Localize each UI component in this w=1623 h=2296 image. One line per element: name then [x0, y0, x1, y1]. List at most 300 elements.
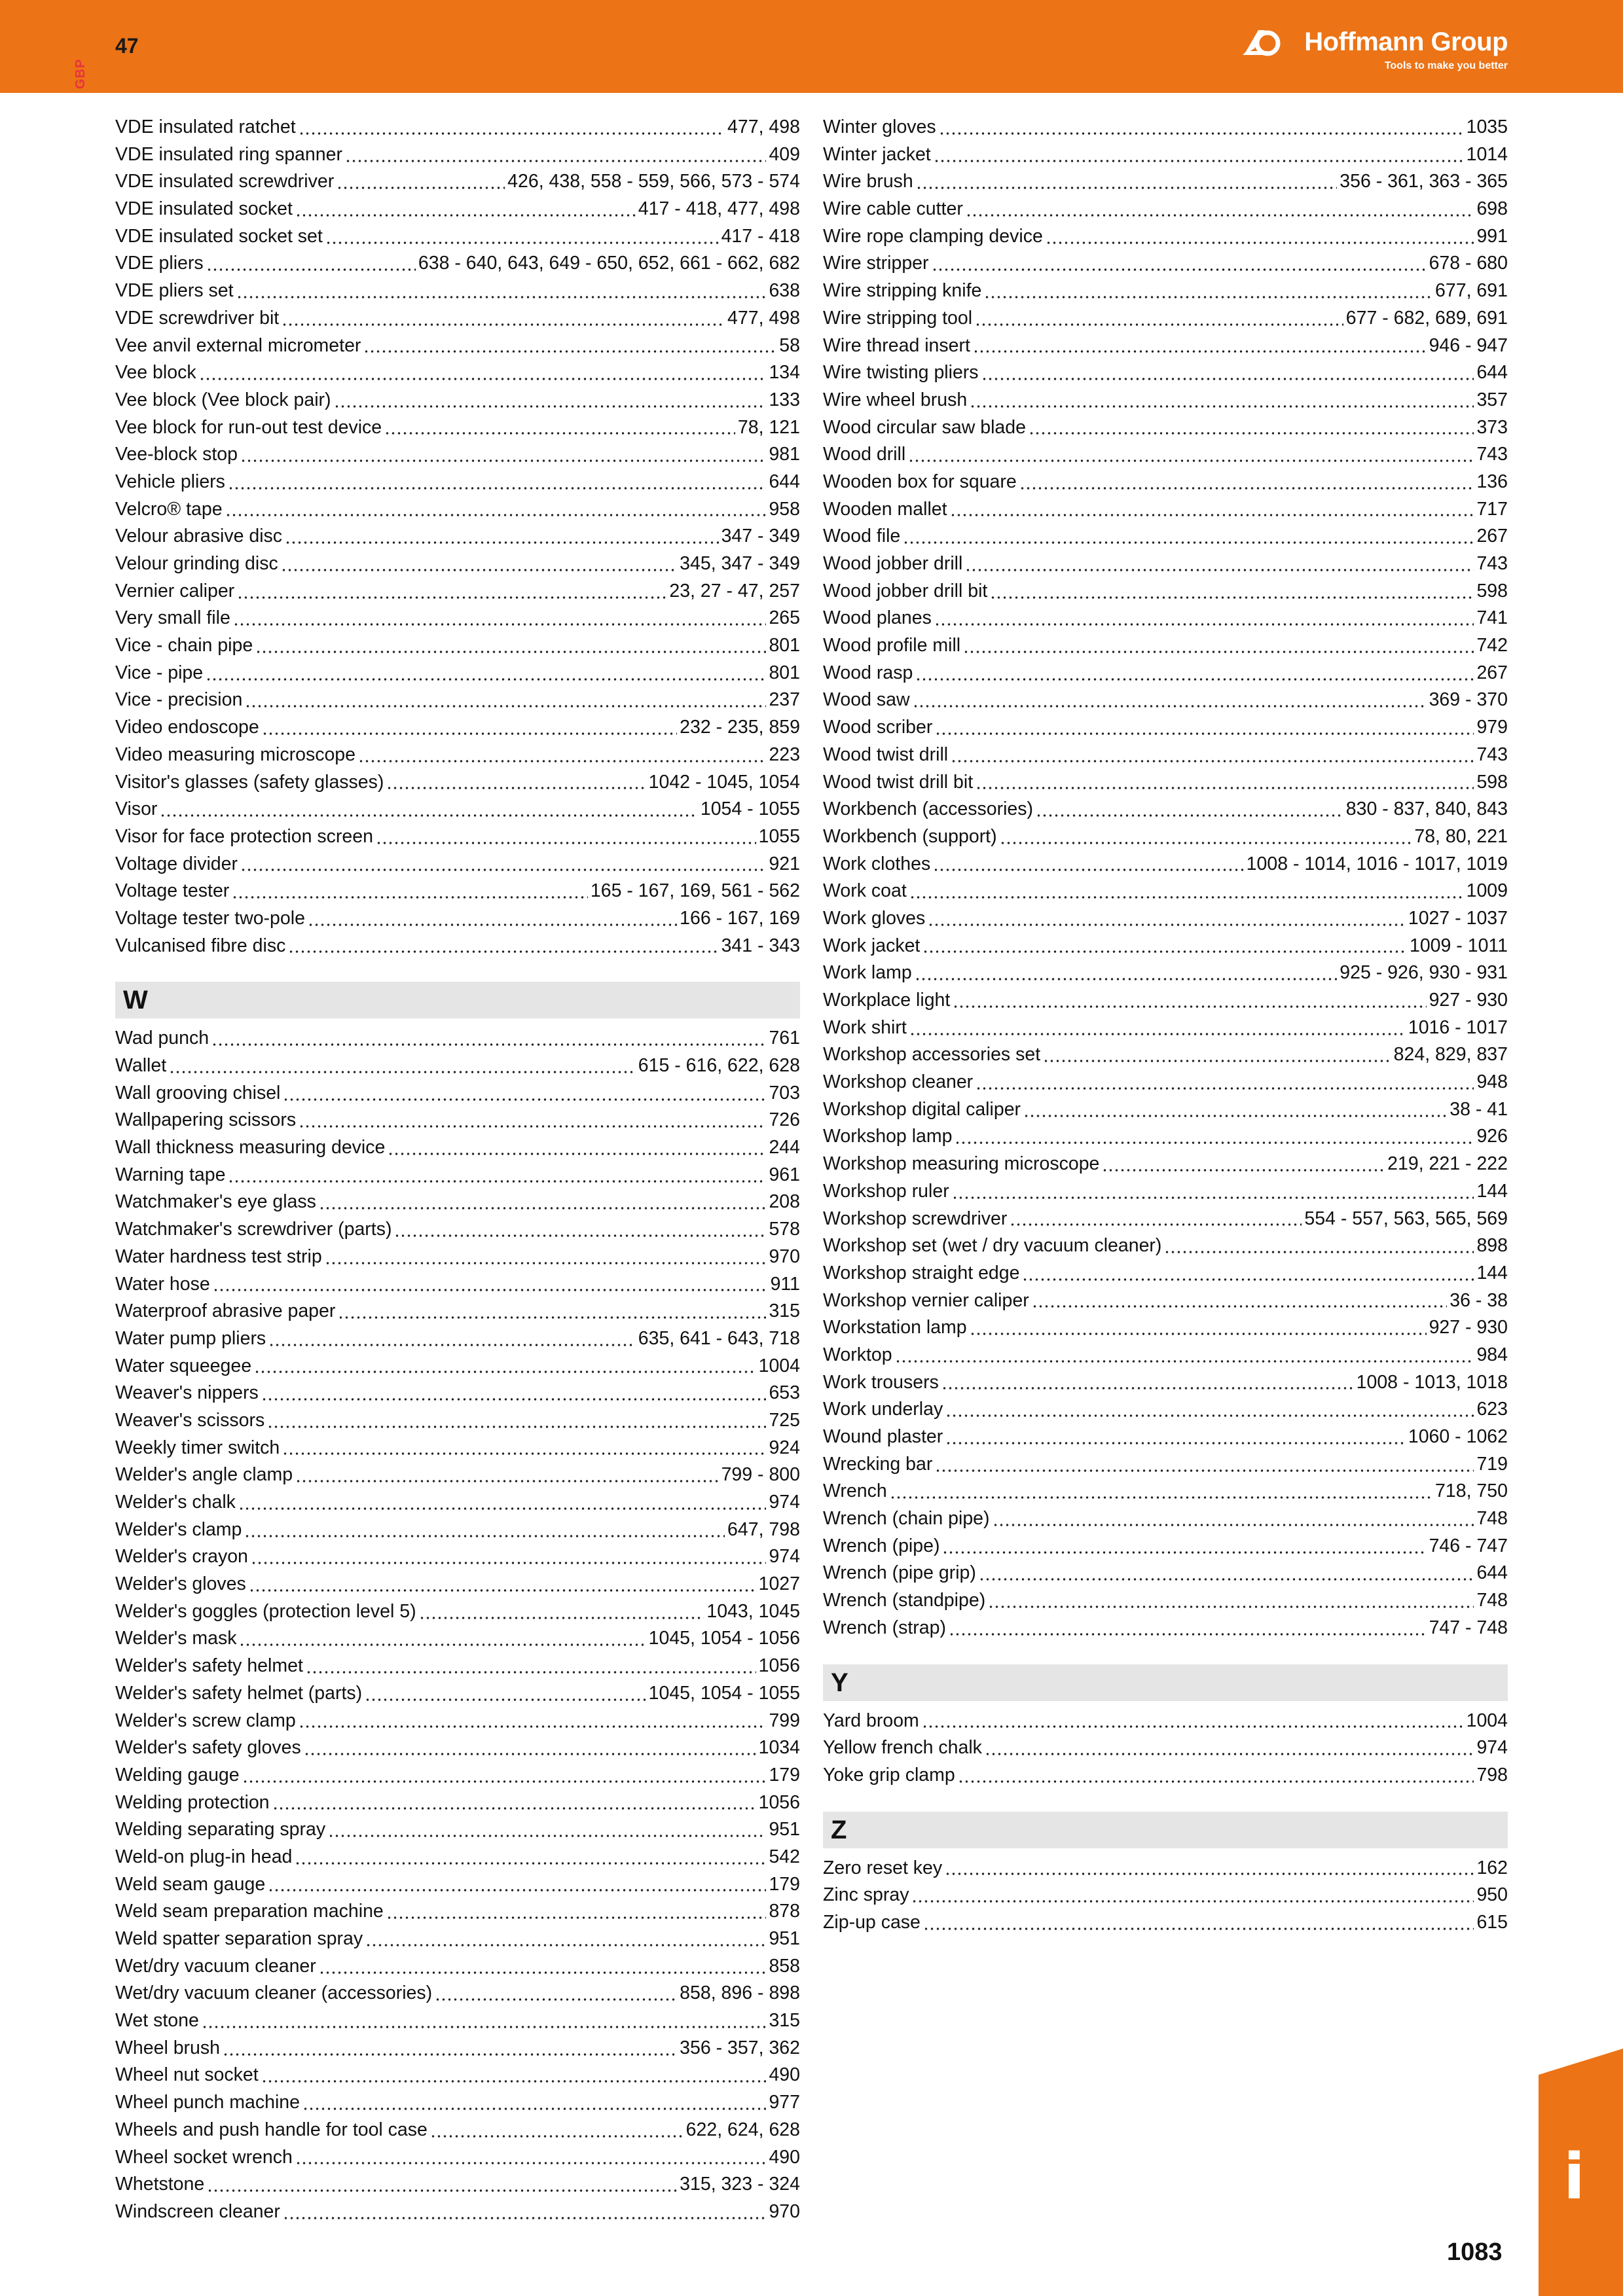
- index-pages: 677, 691: [1435, 280, 1508, 302]
- index-pages: 926: [1476, 1126, 1508, 1147]
- index-entry: [823, 1533, 1508, 1560]
- index-entry: [115, 1789, 800, 1817]
- index-term: VDE screwdriver bit: [115, 307, 280, 329]
- index-entry: [115, 1926, 800, 1953]
- dot-leader: [299, 1722, 767, 1729]
- index-term: Wooden box for square: [823, 471, 1017, 492]
- index-entry: [115, 441, 800, 469]
- dot-leader: [325, 1259, 767, 1265]
- index-entry: [115, 632, 800, 660]
- index-pages: 38 - 41: [1450, 1098, 1508, 1120]
- index-entry: [823, 605, 1508, 632]
- index-term: Wire stripper: [823, 253, 929, 274]
- index-term: Wrecking bar: [823, 1453, 933, 1475]
- index-term: Work underlay: [823, 1399, 943, 1420]
- dot-leader: [338, 1313, 766, 1319]
- index-term: Weld-on plug-in head: [115, 1846, 293, 1867]
- dot-leader: [295, 1859, 766, 1865]
- dot-leader: [384, 429, 735, 435]
- dot-leader: [328, 1831, 766, 1838]
- index-pages: 542: [769, 1846, 800, 1867]
- index-pages: 1045, 1054 - 1056: [648, 1628, 800, 1649]
- index-pages: 1008 - 1013, 1018: [1356, 1371, 1508, 1393]
- dot-leader: [228, 484, 767, 490]
- index-term: Workshop screwdriver: [823, 1208, 1008, 1229]
- index-pages: 748: [1476, 1508, 1508, 1530]
- index-term: Vernier caliper: [115, 580, 235, 601]
- index-pages: 958: [769, 498, 800, 520]
- index-entry: [823, 1041, 1508, 1069]
- dot-leader: [206, 265, 416, 272]
- index-pages: 974: [769, 1546, 800, 1568]
- index-entry: [823, 1855, 1508, 1882]
- index-pages: 315: [769, 2010, 800, 2032]
- dot-leader: [890, 1493, 1432, 1499]
- index-entry: [115, 1325, 800, 1353]
- index-term: Wrench (standpipe): [823, 1590, 986, 1611]
- index-entry: [115, 1134, 800, 1162]
- dot-leader: [970, 1329, 1427, 1336]
- letter-heading-w: W: [115, 982, 800, 1018]
- index-term: Vee block (Vee block pair): [115, 389, 331, 410]
- index-entry: [115, 550, 800, 578]
- index-pages: 58: [779, 334, 800, 356]
- index-term: Wet stone: [115, 2010, 199, 2032]
- index-pages: 244: [769, 1137, 800, 1158]
- dot-leader: [251, 1558, 767, 1565]
- dot-leader: [206, 675, 766, 681]
- index-pages: 927 - 930: [1429, 1317, 1508, 1338]
- index-term: Vee block for run-out test device: [115, 416, 382, 438]
- dot-leader: [945, 1411, 1474, 1418]
- brand-name: Hoffmann Group: [1304, 27, 1508, 56]
- index-pages: 477, 498: [727, 117, 800, 137]
- index-term: Water pump pliers: [115, 1327, 266, 1349]
- index-pages: 703: [769, 1082, 800, 1103]
- index-entry: [115, 1162, 800, 1189]
- index-entry: [823, 469, 1508, 496]
- dot-leader: [951, 757, 1474, 763]
- dot-leader: [970, 402, 1474, 408]
- index-entry: [115, 1107, 800, 1134]
- index-pages: 653: [769, 1382, 800, 1404]
- dot-leader: [211, 1040, 766, 1047]
- dot-leader: [916, 183, 1338, 190]
- index-pages: 799 - 800: [721, 1464, 800, 1486]
- dot-leader: [915, 975, 1338, 981]
- index-term: Workshop cleaner: [823, 1071, 974, 1093]
- index-entry: [115, 1380, 800, 1407]
- dot-leader: [254, 1367, 756, 1374]
- index-pages: 356 - 357, 362: [680, 2037, 800, 2058]
- dot-leader: [985, 1749, 1474, 1756]
- index-entry: [823, 687, 1508, 714]
- dot-leader: [228, 1177, 766, 1183]
- index-entry: [823, 823, 1508, 851]
- index-pages: 347 - 349: [721, 526, 800, 547]
- dot-leader: [1023, 1111, 1447, 1118]
- index-pages: 644: [769, 471, 800, 492]
- index-term: Vice - chain pipe: [115, 635, 253, 656]
- index-pages: 1008 - 1014, 1016 - 1017, 1019: [1246, 853, 1508, 874]
- index-entry: [115, 1571, 800, 1598]
- index-pages: 179: [769, 1873, 800, 1895]
- index-term: Wood file: [823, 526, 901, 547]
- index-term: Velour grinding disc: [115, 553, 278, 574]
- info-icon: i: [1563, 2140, 1585, 2214]
- index-pages: 678 - 680: [1429, 253, 1508, 274]
- dot-leader: [911, 1897, 1474, 1903]
- index-entry: [823, 796, 1508, 823]
- index-entry: [823, 1451, 1508, 1479]
- index-entry: [823, 250, 1508, 278]
- index-pages: 1004: [1466, 1710, 1508, 1731]
- dot-leader: [268, 1340, 636, 1347]
- index-pages: 417 - 418: [721, 225, 800, 247]
- index-term: Velcro® tape: [115, 498, 223, 520]
- dot-leader: [922, 947, 1407, 954]
- index-pages: 1042 - 1045, 1054: [648, 771, 800, 793]
- index-term: Wood rasp: [823, 662, 913, 683]
- index-term: Wheel nut socket: [115, 2064, 259, 2086]
- index-term: Wood twist drill bit: [823, 771, 974, 793]
- index-pages: 223: [769, 744, 800, 765]
- index-entry: [115, 1653, 800, 1680]
- dot-leader: [952, 1193, 1474, 1200]
- dot-leader: [304, 1749, 756, 1756]
- index-term: Weaver's scissors: [115, 1409, 265, 1431]
- index-pages: 144: [1476, 1262, 1508, 1283]
- dot-leader: [939, 129, 1464, 135]
- index-entry: [823, 1178, 1508, 1206]
- index-term: Vice - precision: [115, 689, 243, 711]
- index-pages: 598: [1476, 580, 1508, 601]
- dot-leader: [238, 1504, 767, 1511]
- index-term: Water hose: [115, 1273, 210, 1295]
- index-term: Workshop digital caliper: [823, 1098, 1021, 1120]
- index-entry: [115, 905, 800, 933]
- index-pages: 950: [1476, 1884, 1508, 1906]
- index-pages: 638 - 640, 643, 649 - 650, 652, 661 - 662, 682: [418, 253, 800, 274]
- index-term: Work clothes: [823, 853, 931, 874]
- index-term: Wire cable cutter: [823, 198, 963, 220]
- index-entry: [823, 1342, 1508, 1369]
- index-entry: [823, 1505, 1508, 1533]
- index-term: VDE pliers set: [115, 280, 234, 302]
- index-term: Wallet: [115, 1055, 167, 1076]
- index-entry: [115, 1980, 800, 2007]
- index-pages: 369 - 370: [1429, 689, 1508, 711]
- index-pages: 1056: [758, 1655, 800, 1677]
- index-pages: 232 - 235, 859: [680, 717, 800, 738]
- dot-leader: [965, 565, 1474, 572]
- index-term: Wheels and push handle for tool case: [115, 2119, 428, 2140]
- index-entry: [115, 1543, 800, 1571]
- dot-leader: [207, 2186, 677, 2193]
- catalog-code: GBP: [73, 58, 88, 89]
- index-term: Welding protection: [115, 1791, 270, 1813]
- index-term: Zero reset key: [823, 1857, 943, 1878]
- index-entry: [823, 1424, 1508, 1451]
- index-entry: [115, 250, 800, 278]
- index-term: Windscreen cleaner: [115, 2200, 280, 2222]
- index-column-right: [823, 114, 1508, 1937]
- index-entry: [823, 632, 1508, 660]
- dot-leader: [988, 1602, 1474, 1609]
- index-entry: [115, 168, 800, 196]
- dot-leader: [993, 1520, 1474, 1527]
- index-pages: 1035: [1466, 117, 1508, 137]
- dot-leader: [233, 620, 767, 626]
- index-pages: 991: [1476, 225, 1508, 247]
- index-entry: [115, 1407, 800, 1435]
- index-pages: 578: [769, 1219, 800, 1240]
- index-term: Welding separating spray: [115, 1819, 326, 1840]
- dot-leader: [365, 1941, 766, 1947]
- index-pages: 490: [769, 2064, 800, 2086]
- index-pages: 719: [1476, 1453, 1508, 1475]
- dot-leader: [934, 620, 1474, 626]
- index-term: Vice - pipe: [115, 662, 204, 683]
- index-entry: [823, 1587, 1508, 1615]
- index-term: Wrench (pipe grip): [823, 1562, 976, 1584]
- index-entry: [115, 933, 800, 960]
- index-entry: [115, 823, 800, 851]
- dot-leader: [325, 238, 719, 245]
- index-term: Wrench (strap): [823, 1617, 946, 1638]
- index-pages: 898: [1476, 1235, 1508, 1257]
- index-pages: 798: [1476, 1764, 1508, 1785]
- index-pages: 23, 27 - 47, 257: [669, 580, 800, 601]
- index-pages: 927 - 930: [1429, 990, 1508, 1011]
- index-term: Voltage tester: [115, 880, 230, 902]
- index-pages: 166 - 167, 169: [680, 907, 800, 929]
- dot-leader: [262, 729, 677, 736]
- dot-leader: [945, 1439, 1406, 1445]
- index-term: Weld spatter separation spray: [115, 1928, 363, 1949]
- index-term: Workshop vernier caliper: [823, 1289, 1029, 1311]
- letter-heading-y: Y: [823, 1664, 1508, 1701]
- dot-leader: [223, 2050, 677, 2056]
- index-term: Welder's angle clamp: [115, 1464, 293, 1486]
- dot-leader: [933, 865, 1243, 872]
- index-pages: 981: [769, 444, 800, 465]
- letter-heading-z: Z: [823, 1812, 1508, 1848]
- index-pages: 742: [1476, 635, 1508, 656]
- brand-tagline: Tools to make you better: [1384, 60, 1508, 71]
- index-term: Workbench (accessories): [823, 798, 1034, 820]
- index-term: Visor for face protection screen: [115, 825, 373, 847]
- index-pages: 490: [769, 2146, 800, 2168]
- index-term: Wrench (pipe): [823, 1535, 940, 1556]
- index-entry: [115, 2007, 800, 2035]
- index-entry: [823, 1708, 1508, 1735]
- brand-logo: [1241, 26, 1508, 72]
- dot-leader: [1000, 838, 1412, 845]
- index-pages: 979: [1476, 717, 1508, 738]
- dot-leader: [1036, 811, 1343, 817]
- index-pages: 426, 438, 558 - 559, 566, 573 - 574: [507, 171, 800, 192]
- index-pages: 357: [1476, 389, 1508, 410]
- index-entry: [823, 1396, 1508, 1424]
- index-term: Welder's mask: [115, 1628, 237, 1649]
- index-entry: [115, 796, 800, 823]
- dot-leader: [160, 811, 697, 817]
- index-pages: 924: [769, 1437, 800, 1458]
- index-pages: 1016 - 1017: [1408, 1016, 1508, 1038]
- index-term: Zinc spray: [823, 1884, 909, 1906]
- dot-leader: [295, 211, 636, 217]
- index-pages: 36 - 38: [1450, 1289, 1508, 1311]
- dot-leader: [941, 1384, 1354, 1390]
- dot-leader: [255, 647, 766, 654]
- index-entry: [823, 1560, 1508, 1587]
- dot-leader: [1032, 1302, 1448, 1308]
- index-pages: 162: [1476, 1857, 1508, 1878]
- index-entry: [115, 1052, 800, 1080]
- dot-leader: [963, 647, 1474, 654]
- index-term: Worktop: [823, 1344, 892, 1365]
- index-entry: [115, 2117, 800, 2144]
- index-entry: [823, 1014, 1508, 1042]
- index-term: VDE insulated socket set: [115, 225, 323, 247]
- dot-leader: [932, 265, 1427, 272]
- dot-leader: [225, 511, 767, 517]
- dot-leader: [202, 2022, 767, 2029]
- index-entry: [823, 769, 1508, 797]
- index-term: Workshop lamp: [823, 1126, 953, 1147]
- index-pages: 623: [1476, 1399, 1508, 1420]
- index-pages: 970: [769, 2200, 800, 2222]
- index-pages: 267: [1476, 662, 1508, 683]
- index-pages: 1027: [758, 1573, 800, 1595]
- index-pages: 644: [1476, 1562, 1508, 1584]
- index-term: Vehicle pliers: [115, 471, 225, 492]
- index-term: Work trousers: [823, 1371, 939, 1393]
- index-term: Watchmaker's eye glass: [115, 1191, 316, 1213]
- index-entry: [823, 960, 1508, 987]
- index-entry: [115, 1516, 800, 1544]
- index-pages: 741: [1476, 607, 1508, 629]
- index-pages: 984: [1476, 1344, 1508, 1365]
- dot-leader: [295, 2159, 767, 2165]
- index-pages: 409: [769, 143, 800, 165]
- index-term: Wheel punch machine: [115, 2092, 300, 2113]
- dot-leader: [1102, 1166, 1385, 1172]
- dot-leader: [949, 1630, 1427, 1636]
- index-term: Workshop measuring microscope: [823, 1153, 1100, 1175]
- index-pages: 179: [769, 1764, 800, 1785]
- index-term: Visitor's glasses (safety glasses): [115, 771, 384, 793]
- index-entry: [115, 387, 800, 414]
- index-term: Workplace light: [823, 990, 951, 1011]
- index-term: Workbench (support): [823, 825, 997, 847]
- dot-leader: [358, 757, 766, 763]
- dot-leader: [1022, 1275, 1474, 1282]
- index-pages: 726: [769, 1109, 800, 1131]
- index-term: Water hardness test strip: [115, 1246, 322, 1267]
- index-pages: 265: [769, 607, 800, 629]
- index-term: Very small file: [115, 607, 230, 629]
- index-entry: [823, 1369, 1508, 1397]
- dot-leader: [419, 1613, 704, 1620]
- index-entry: [823, 1260, 1508, 1287]
- index-entry: [115, 1762, 800, 1789]
- index-pages: 622, 624, 628: [685, 2119, 800, 2140]
- index-entry: [823, 1069, 1508, 1096]
- index-entry: [823, 332, 1508, 360]
- index-pages: 961: [769, 1164, 800, 1185]
- index-term: Work jacket: [823, 935, 921, 956]
- index-pages: 219, 221 - 222: [1387, 1153, 1508, 1175]
- dot-leader: [319, 1968, 767, 1975]
- dot-leader: [1046, 238, 1474, 245]
- dot-leader: [282, 320, 725, 327]
- index-pages: 925 - 926, 930 - 931: [1340, 962, 1508, 984]
- index-pages: 208: [769, 1191, 800, 1213]
- index-term: VDE insulated socket: [115, 198, 293, 220]
- index-entry: [115, 1844, 800, 1871]
- index-term: Zip-up case: [823, 1911, 921, 1933]
- index-term: Wire twisting pliers: [823, 362, 979, 384]
- index-entry: [823, 278, 1508, 305]
- page-number-bottom: 1083: [1447, 2238, 1503, 2266]
- index-pages: 1055: [758, 825, 800, 847]
- dot-leader: [239, 1640, 646, 1647]
- index-pages: 677 - 682, 689, 691: [1345, 307, 1508, 329]
- index-term: Wound plaster: [823, 1426, 943, 1447]
- index-pages: 824, 829, 837: [1393, 1044, 1508, 1066]
- dot-leader: [934, 156, 1464, 163]
- dot-leader: [244, 1532, 725, 1538]
- index-term: Welding gauge: [115, 1764, 240, 1785]
- dot-leader: [299, 1122, 766, 1128]
- index-term: Wheel socket wrench: [115, 2146, 293, 2168]
- index-pages: 1060 - 1062: [1408, 1426, 1508, 1447]
- dot-leader: [386, 1913, 767, 1920]
- index-entry: [115, 1216, 800, 1244]
- index-term: Voltage tester two-pole: [115, 907, 305, 929]
- index-entry: [823, 933, 1508, 960]
- index-entry: [115, 1871, 800, 1899]
- index-pages: 911: [770, 1273, 800, 1295]
- index-pages: 743: [1476, 744, 1508, 765]
- index-entry: [823, 987, 1508, 1014]
- index-entry: [115, 1898, 800, 1926]
- index-term: Weekly timer switch: [115, 1437, 280, 1458]
- index-term: Yard broom: [823, 1710, 919, 1731]
- index-entry: [823, 305, 1508, 332]
- index-entry: [823, 905, 1508, 933]
- index-term: Wet/dry vacuum cleaner: [115, 1955, 316, 1977]
- index-term: Wall thickness measuring device: [115, 1137, 386, 1158]
- index-term: Welder's goggles (protection level 5): [115, 1600, 416, 1622]
- index-term: Warning tape: [115, 1164, 226, 1185]
- dot-leader: [935, 1466, 1474, 1473]
- index-term: Wooden mallet: [823, 498, 947, 520]
- index-entry: [115, 1271, 800, 1299]
- index-term: Wrench: [823, 1480, 887, 1502]
- index-term: Waterproof abrasive paper: [115, 1300, 336, 1322]
- index-entry: [115, 578, 800, 605]
- index-term: Wood jobber drill: [823, 553, 963, 574]
- index-pages: 78, 121: [737, 416, 800, 438]
- index-entry: [823, 1762, 1508, 1789]
- dot-leader: [236, 293, 767, 299]
- index-entry: [823, 1615, 1508, 1642]
- dot-leader: [299, 129, 725, 135]
- index-entry: [823, 359, 1508, 387]
